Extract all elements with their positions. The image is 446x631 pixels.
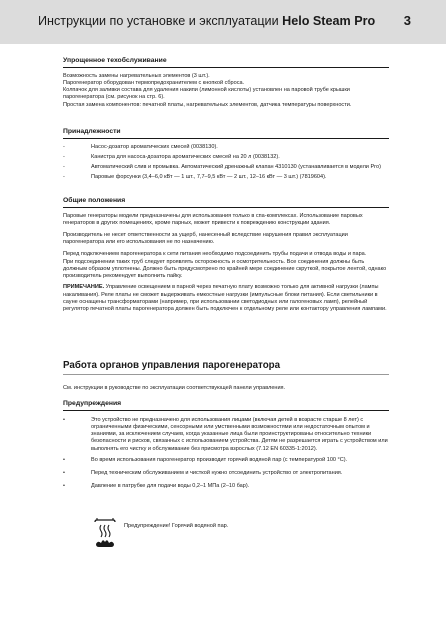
hot-steam-warning-icon — [92, 516, 118, 550]
list-item: • Это устройство не предназначено для использования лицами (включая детей в возрасте старше 8 лет) с ограниченными физическими, сенсорными или умственными возможностями или недостаточным опытом и знаниями, за исключением случаев, когда указанные лица были проинструктированы относительно техники безопасности и рисков, связанных с использованием устройства. Детям не разрешается играть с устройством или выполнять его чистку и обслуживание без присмотра взрослых (7.12 EN 60335-1:2012). — [63, 417, 389, 452]
section-divider — [63, 207, 389, 208]
header-title — [38, 14, 375, 28]
page-header — [0, 0, 446, 44]
accessories-list — [63, 144, 389, 181]
chapter-title: Работа органов управления парогенератора — [63, 360, 281, 371]
list-item: - Автоматический слив и промывка. Автоматический дренажный клапан 4310130 (устанавливается в модели Pro) — [63, 164, 389, 171]
paragraph: Возможность замены нагревательных элементов (3 шт.). — [63, 73, 210, 80]
header-title-product: Helo Steam Pro — [282, 14, 376, 28]
warning-caption: Предупреждение! Горячий водяной пар. — [124, 523, 229, 529]
paragraph: Колпачок для заливки состава для удаления накипи (лимонной кислоты) установлен на паровой трубе крышки парогенератора (см. рисунок на стр. 6). — [63, 87, 350, 101]
section-divider — [63, 138, 389, 139]
list-item: • Во время использования парогенератор производит горячий водяной пар (с температурой 100 °C). — [63, 457, 389, 464]
list-item: - Канистра для насоса-дозатора ароматических смесей на 20 л (0038132). — [63, 154, 389, 161]
list-item: • Давление в патрубке для подачи воды 0,2–1 МПа (2–10 бар). — [63, 483, 389, 490]
warnings-list — [63, 417, 389, 490]
section-maintenance — [63, 57, 389, 109]
list-item: • Перед техническим обслуживанием и чисткой нужно отсоединить устройство от электропитания. — [63, 470, 389, 477]
section-accessories — [63, 128, 389, 185]
paragraph: Производитель не несет ответственности за ущерб, нанесенный вследствие нарушения правил эксплуатации парогенератора или его использования не по назначению. — [63, 231, 348, 245]
section-general — [63, 197, 389, 317]
page-number: 3 — [403, 13, 411, 28]
section-heading: Принадлежности — [63, 128, 121, 135]
section-warnings — [63, 400, 389, 493]
section-heading: Упрощенное техобслуживание — [63, 57, 167, 64]
list-item: - Насос-дозатор ароматических смесей (0038130). — [63, 144, 389, 151]
paragraph: Перед подключением парогенератора к сети питания необходимо подсоединить трубы подачи и отвода воды и пара. — [63, 250, 367, 257]
paragraph: См. инструкции в руководстве по эксплуатации соответствующей панели управления. — [63, 385, 286, 392]
paragraph: Простая замена компонентов: печатной платы, нагревательных элементов, датчика температуры поверхности. — [63, 101, 352, 108]
paragraph: Парогенератор оборудован термопредохранителем с кнопкой сброса. — [63, 80, 245, 87]
paragraph: Паровые генераторы модели предназначены для использования только в спа-комплексах. Использование паровых генераторов в других помещениях, кроме парных, может привести к повреждению конструкции здания. — [63, 213, 363, 227]
section-controls — [63, 360, 389, 397]
header-title-prefix: Инструкции по установке и эксплуатации — [38, 14, 283, 28]
note-text: Управление освещением в парной через печатную плату возможно только для активной нагрузки (лампы накаливания). Реле платы не сможет выдерживать емкостные нагрузки (импульсные блоки питания). Если светильники в сауне оснащены трансформаторами (например, при использовании светодиодных или галогеновых ламп), релейный регулятор печатной платы парогенератора должен быть подключен к отдельному реле или контактору управления лампами. — [63, 284, 387, 312]
section-divider — [63, 67, 389, 68]
note-paragraph — [63, 284, 389, 312]
paragraph: При подсоединении таких труб следует проявлять осторожность и осмотрительность. Все соединения должны быть должным образом уплотнены. Должно быть предусмотрено по крайней мере соединение скруткой, покрытое лентой, однако производитель рекомендует выполнить пайку. — [63, 258, 387, 279]
chapter-divider — [63, 374, 389, 375]
section-divider — [63, 410, 389, 411]
section-heading: Предупреждения — [63, 400, 122, 407]
note-label: ПРИМЕЧАНИЕ. — [63, 284, 105, 291]
list-item: - Паровые форсунки (3,4–6,0 кВт — 1 шт., 7,7–9,5 кВт — 2 шт., 12–16 кВт — 3 шт.) (7819604). — [63, 174, 389, 181]
section-heading: Общие положения — [63, 197, 126, 204]
